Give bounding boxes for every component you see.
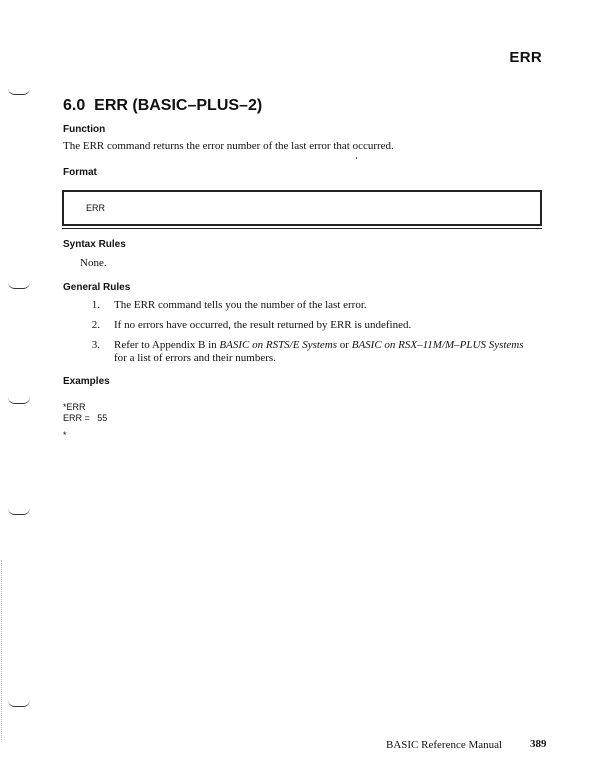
margin-mark	[8, 700, 30, 707]
manual-title-rsts: BASIC on RSTS/E Systems	[219, 339, 338, 351]
section-title	[63, 97, 262, 115]
rule-number: 3.	[91, 339, 100, 351]
rule-text-suffix: for a list of errors and their numbers.	[114, 352, 276, 364]
scan-edge	[1, 560, 2, 740]
general-rules-heading: General Rules	[63, 282, 131, 293]
rule-number: 2.	[91, 319, 100, 331]
example-line: *ERR	[63, 402, 86, 412]
syntax-rules-heading: Syntax Rules	[63, 239, 126, 250]
rule-number: 1.	[91, 299, 100, 311]
function-heading: Function	[63, 124, 106, 135]
section-number: 6.0	[63, 97, 86, 114]
section-title-text: ERR (BASIC–PLUS–2)	[94, 97, 263, 114]
margin-mark	[8, 508, 30, 515]
rule-text: If no errors have occurred, the result returned by ERR is undefined.	[114, 319, 412, 331]
rule-text-prefix: Refer to Appendix B in	[114, 339, 220, 351]
margin-mark	[8, 282, 30, 289]
format-code: ERR	[86, 203, 106, 213]
margin-mark	[8, 88, 30, 95]
rule-text	[114, 339, 554, 365]
example-line: ERR = 55	[63, 413, 108, 423]
rule-text-mid: or	[337, 339, 352, 351]
margin-mark	[8, 397, 30, 404]
format-heading: Format	[63, 167, 97, 178]
syntax-rules-text: None.	[80, 257, 107, 269]
example-line: *	[63, 430, 67, 440]
rule-text: The ERR command tells you the number of the last error.	[114, 299, 367, 311]
running-head: ERR	[509, 49, 542, 66]
manual-title-rsx: BASIC on RSX–11M/M–PLUS Systems	[351, 339, 524, 351]
footer-title: BASIC Reference Manual	[386, 739, 503, 751]
page-number: 389	[530, 738, 547, 750]
format-box	[62, 190, 542, 226]
examples-heading: Examples	[63, 376, 110, 387]
function-text: The ERR command returns the error number of the last error that occurred.	[63, 140, 394, 152]
scan-speck	[356, 157, 357, 159]
